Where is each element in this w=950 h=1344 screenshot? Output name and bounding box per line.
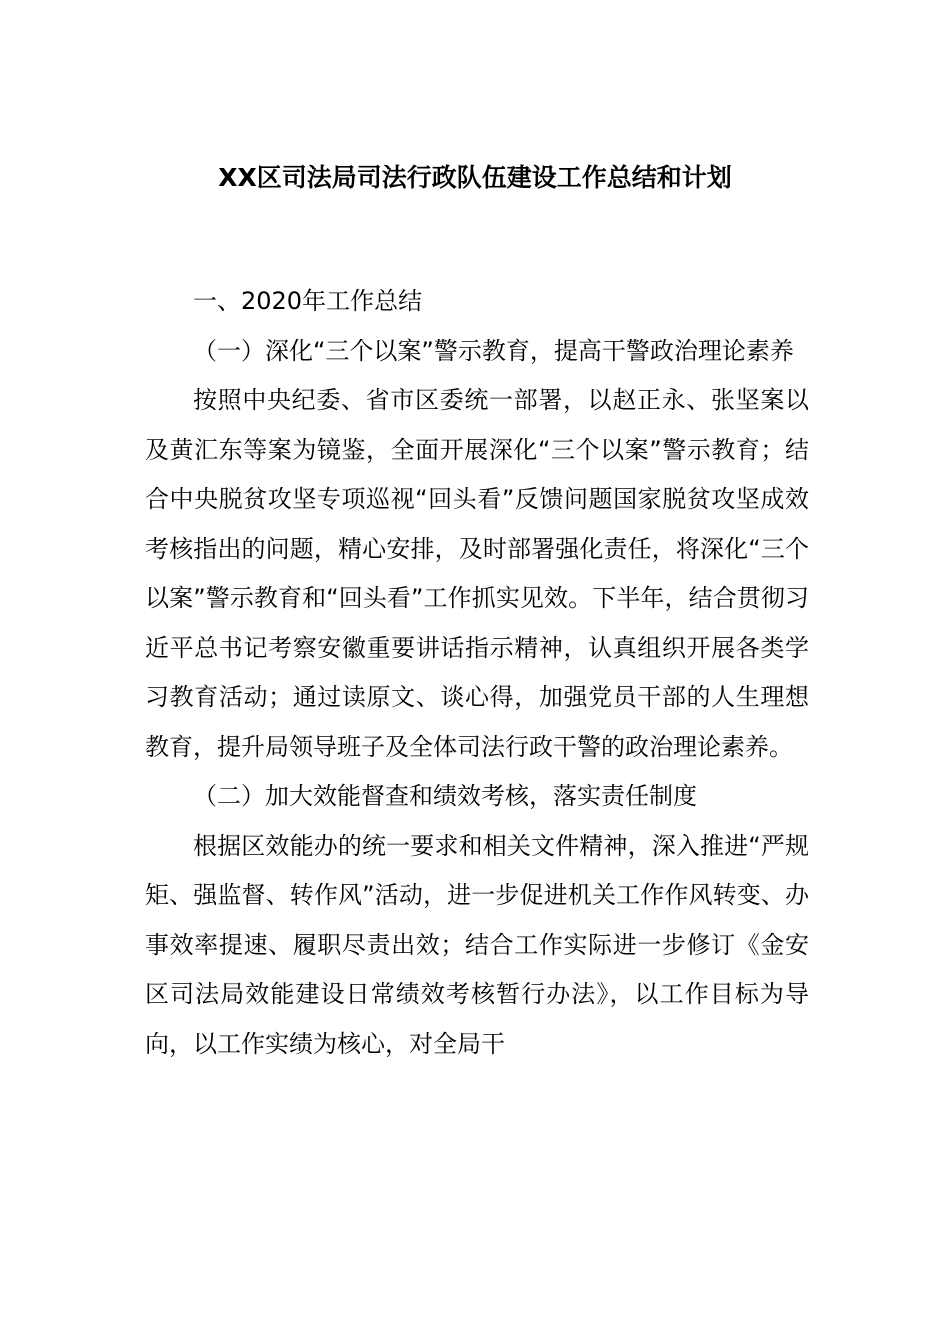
section-heading: 一、2020年工作总结 bbox=[193, 287, 423, 315]
body-paragraph: 按照中央纪委、省市区委统一部署，以赵正永、张坚案以及黄汇东等案为镜鉴，全面开展深化“三个以案”警示教育；结合中央脱贫攻坚专项巡视“回头看”反馈问题国家脱贫攻坚成效考核指出的问题，精心安排，及时部署强化责任，将深化“三个以案”警示教育和“回头看”工作抓实见效。下半年，结合贯彻习近平总书记考察安徽重要讲话指示精神，认真组织开展各类学习教育活动；通过读原文、谈心得，加强党员干部的人生理想教育，提升局领导班子及全体司法行政干警的政治理论素养。 bbox=[145, 386, 809, 761]
subsection-heading: （二）加大效能督查和绩效考核，落实责任制度 bbox=[193, 782, 697, 810]
document-body bbox=[145, 277, 809, 1069]
subsection-heading: （一）深化“三个以案”警示教育，提高干警政治理论素养 bbox=[193, 336, 794, 365]
document-title: XX区司法局司法行政队伍建设工作总结和计划 bbox=[218, 163, 732, 192]
body-paragraph: 根据区效能办的统一要求和相关文件精神，深入推进“严规矩、强监督、转作风”活动，进一步促进机关工作作风转变、办事效率提速、履职尽责出效；结合工作实际进一步修订《金安区司法局效能建设日常绩效考核暂行办法》，以工作目标为导向，以工作实绩为核心，对全局干 bbox=[145, 831, 809, 1058]
